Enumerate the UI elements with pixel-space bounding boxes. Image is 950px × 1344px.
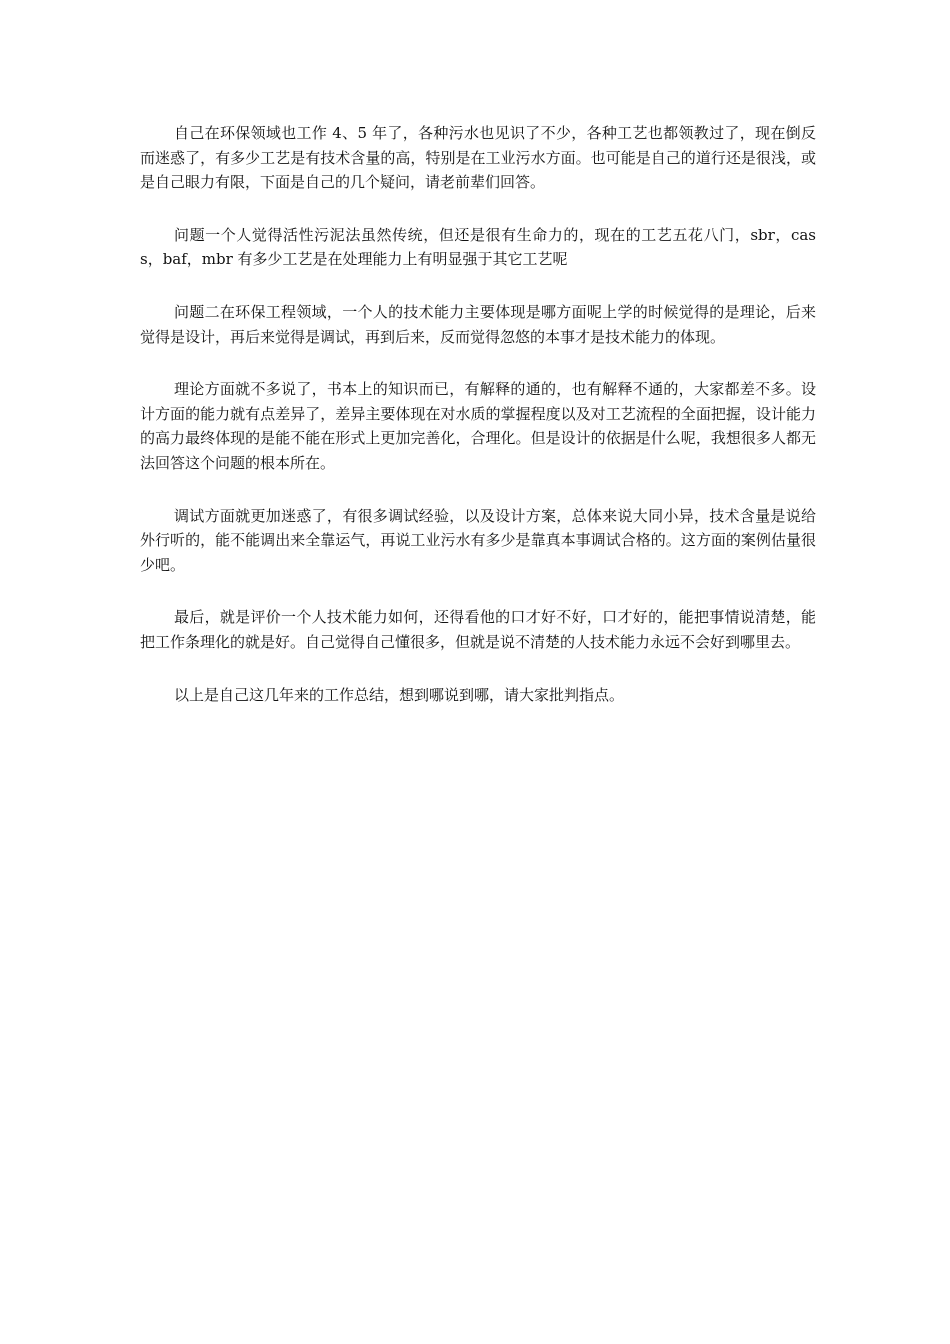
paragraph-summary: 以上是自己这几年来的工作总结，想到哪说到哪，请大家批判指点。 <box>174 685 625 704</box>
document-body <box>140 121 816 707</box>
paragraph-question-one: 问题一个人觉得活性污泥法虽然传统，但还是很有生命力的，现在的工艺五花八门，sbr，cass，baf，mbr 有多少工艺是在处理能力上有明显强于其它工艺呢 <box>140 225 816 269</box>
paragraph-theory-design: 理论方面就不多说了，书本上的知识而已，有解释的通的，也有解释不通的，大家都差不多。设计方面的能力就有点差异了，差异主要体现在对水质的掌握程度以及对工艺流程的全面把握，设计能力的高力最终体现的是能不能在形式上更加完善化，合理化。但是设计的依据是什么呢，我想很多人都无法回答这个问题的根本所在。 <box>140 380 816 472</box>
paragraph-conclusion: 最后，就是评价一个人技术能力如何，还得看他的口才好不好，口才好的，能把事情说清楚，能把工作条理化的就是好。自己觉得自己懂很多，但就是说不清楚的人技术能力永远不会好到哪里去。 <box>140 608 816 651</box>
paragraph-question-two: 问题二在环保工程领域，一个人的技术能力主要体现是哪方面呢上学的时候觉得的是理论，后来觉得是设计，再后来觉得是调试，再到后来，反而觉得忽悠的本事才是技术能力的体现。 <box>140 302 816 346</box>
paragraph-commissioning: 调试方面就更加迷惑了，有很多调试经验，以及设计方案，总体来说大同小异，技术含量是说给外行听的，能不能调出来全靠运气，再说工业污水有多少是靠真本事调试合格的。这方面的案例估量很少吧。 <box>140 506 816 574</box>
paragraph-intro: 自己在环保领域也工作 4、5 年了，各种污水也见识了不少，各种工艺也都领教过了，现在倒反而迷惑了，有多少工艺是有技术含量的高，特别是在工业污水方面。也可能是自己的道行还是很浅，或是自己眼力有限，下面是自己的几个疑问，请老前辈们回答。 <box>140 124 816 192</box>
